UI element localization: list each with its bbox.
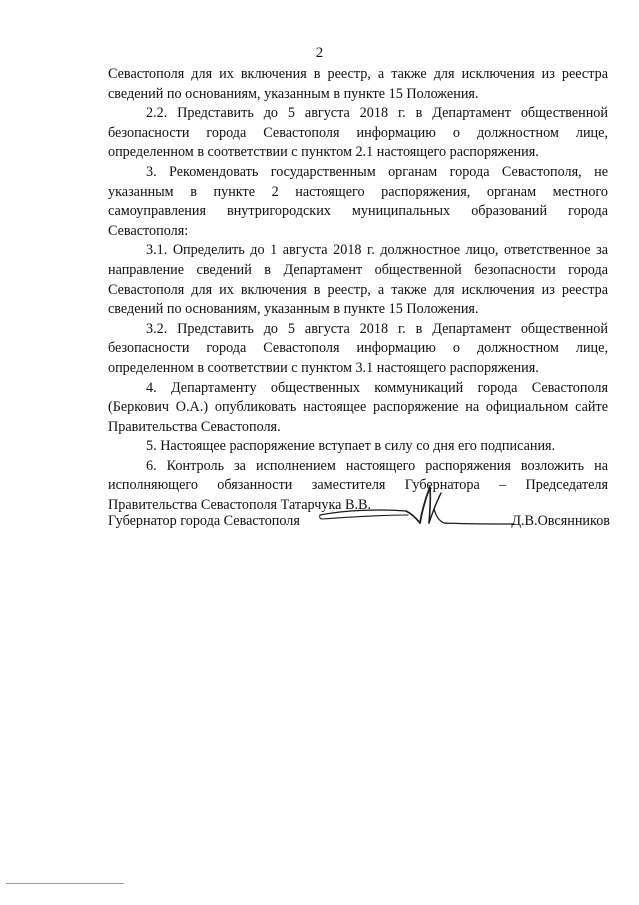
paragraph-4: 4. Департаменту общественных коммуникаций города Севастополя (Беркович О.А.) опубликовать настоящее распоряжение на официальном сайте Правительства Севастополя.: [108, 379, 608, 435]
paragraph-3-2: 3.2. Представить до 5 августа 2018 г. в Департамент общественной безопасности города Севастополя информацию о должностном лице, определенном в соответствии с пунктом 3.1 настоящего распоряжения.: [108, 320, 608, 376]
paragraph-3: 3. Рекомендовать государственным органам города Севастополя, не указанным в пункте 2 настоящего распоряжения, органам местного самоуправления внутригородских муниципальных образований города Севастополя:: [108, 163, 608, 239]
paragraph-5: 5. Настоящее распоряжение вступает в силу со дня его подписания.: [146, 438, 556, 455]
signatory-title: Губернатор города Севастополя: [108, 513, 300, 529]
page-number: 2: [315, 45, 324, 61]
footer-rule: [6, 883, 124, 884]
paragraph-3-1: 3.1. Определить до 1 августа 2018 г. должностное лицо, ответственное за направление сведений в Департамент общественной безопасности города Севастополя для их включения в реестр, а также для исключения из реестра сведений по основаниям, указанным в пункте 15 Положения.: [108, 242, 608, 318]
signature-block: [108, 507, 608, 537]
paragraph-2-2: 2.2. Представить до 5 августа 2018 г. в Департамент общественной безопасности города Севастополя информацию о должностном лице, определенном в соответствии с пунктом 2.1 настоящего распоряжения.: [108, 105, 608, 161]
signatory-name: Д.В.Овсянников: [511, 513, 610, 529]
paragraph-6: 6. Контроль за исполнением настоящего распоряжения возложить на исполняющего обязанности заместителя Губернатора – Председателя Правительства Севастополя Татарчука В.В.: [108, 457, 608, 514]
paragraph-continuation: Севастополя для их включения в реестр, а также для исключения из реестра сведений по основаниям, указанным в пункте 15 Положения.: [108, 66, 608, 102]
handwritten-signature: [316, 481, 516, 541]
document-body: [108, 65, 608, 516]
